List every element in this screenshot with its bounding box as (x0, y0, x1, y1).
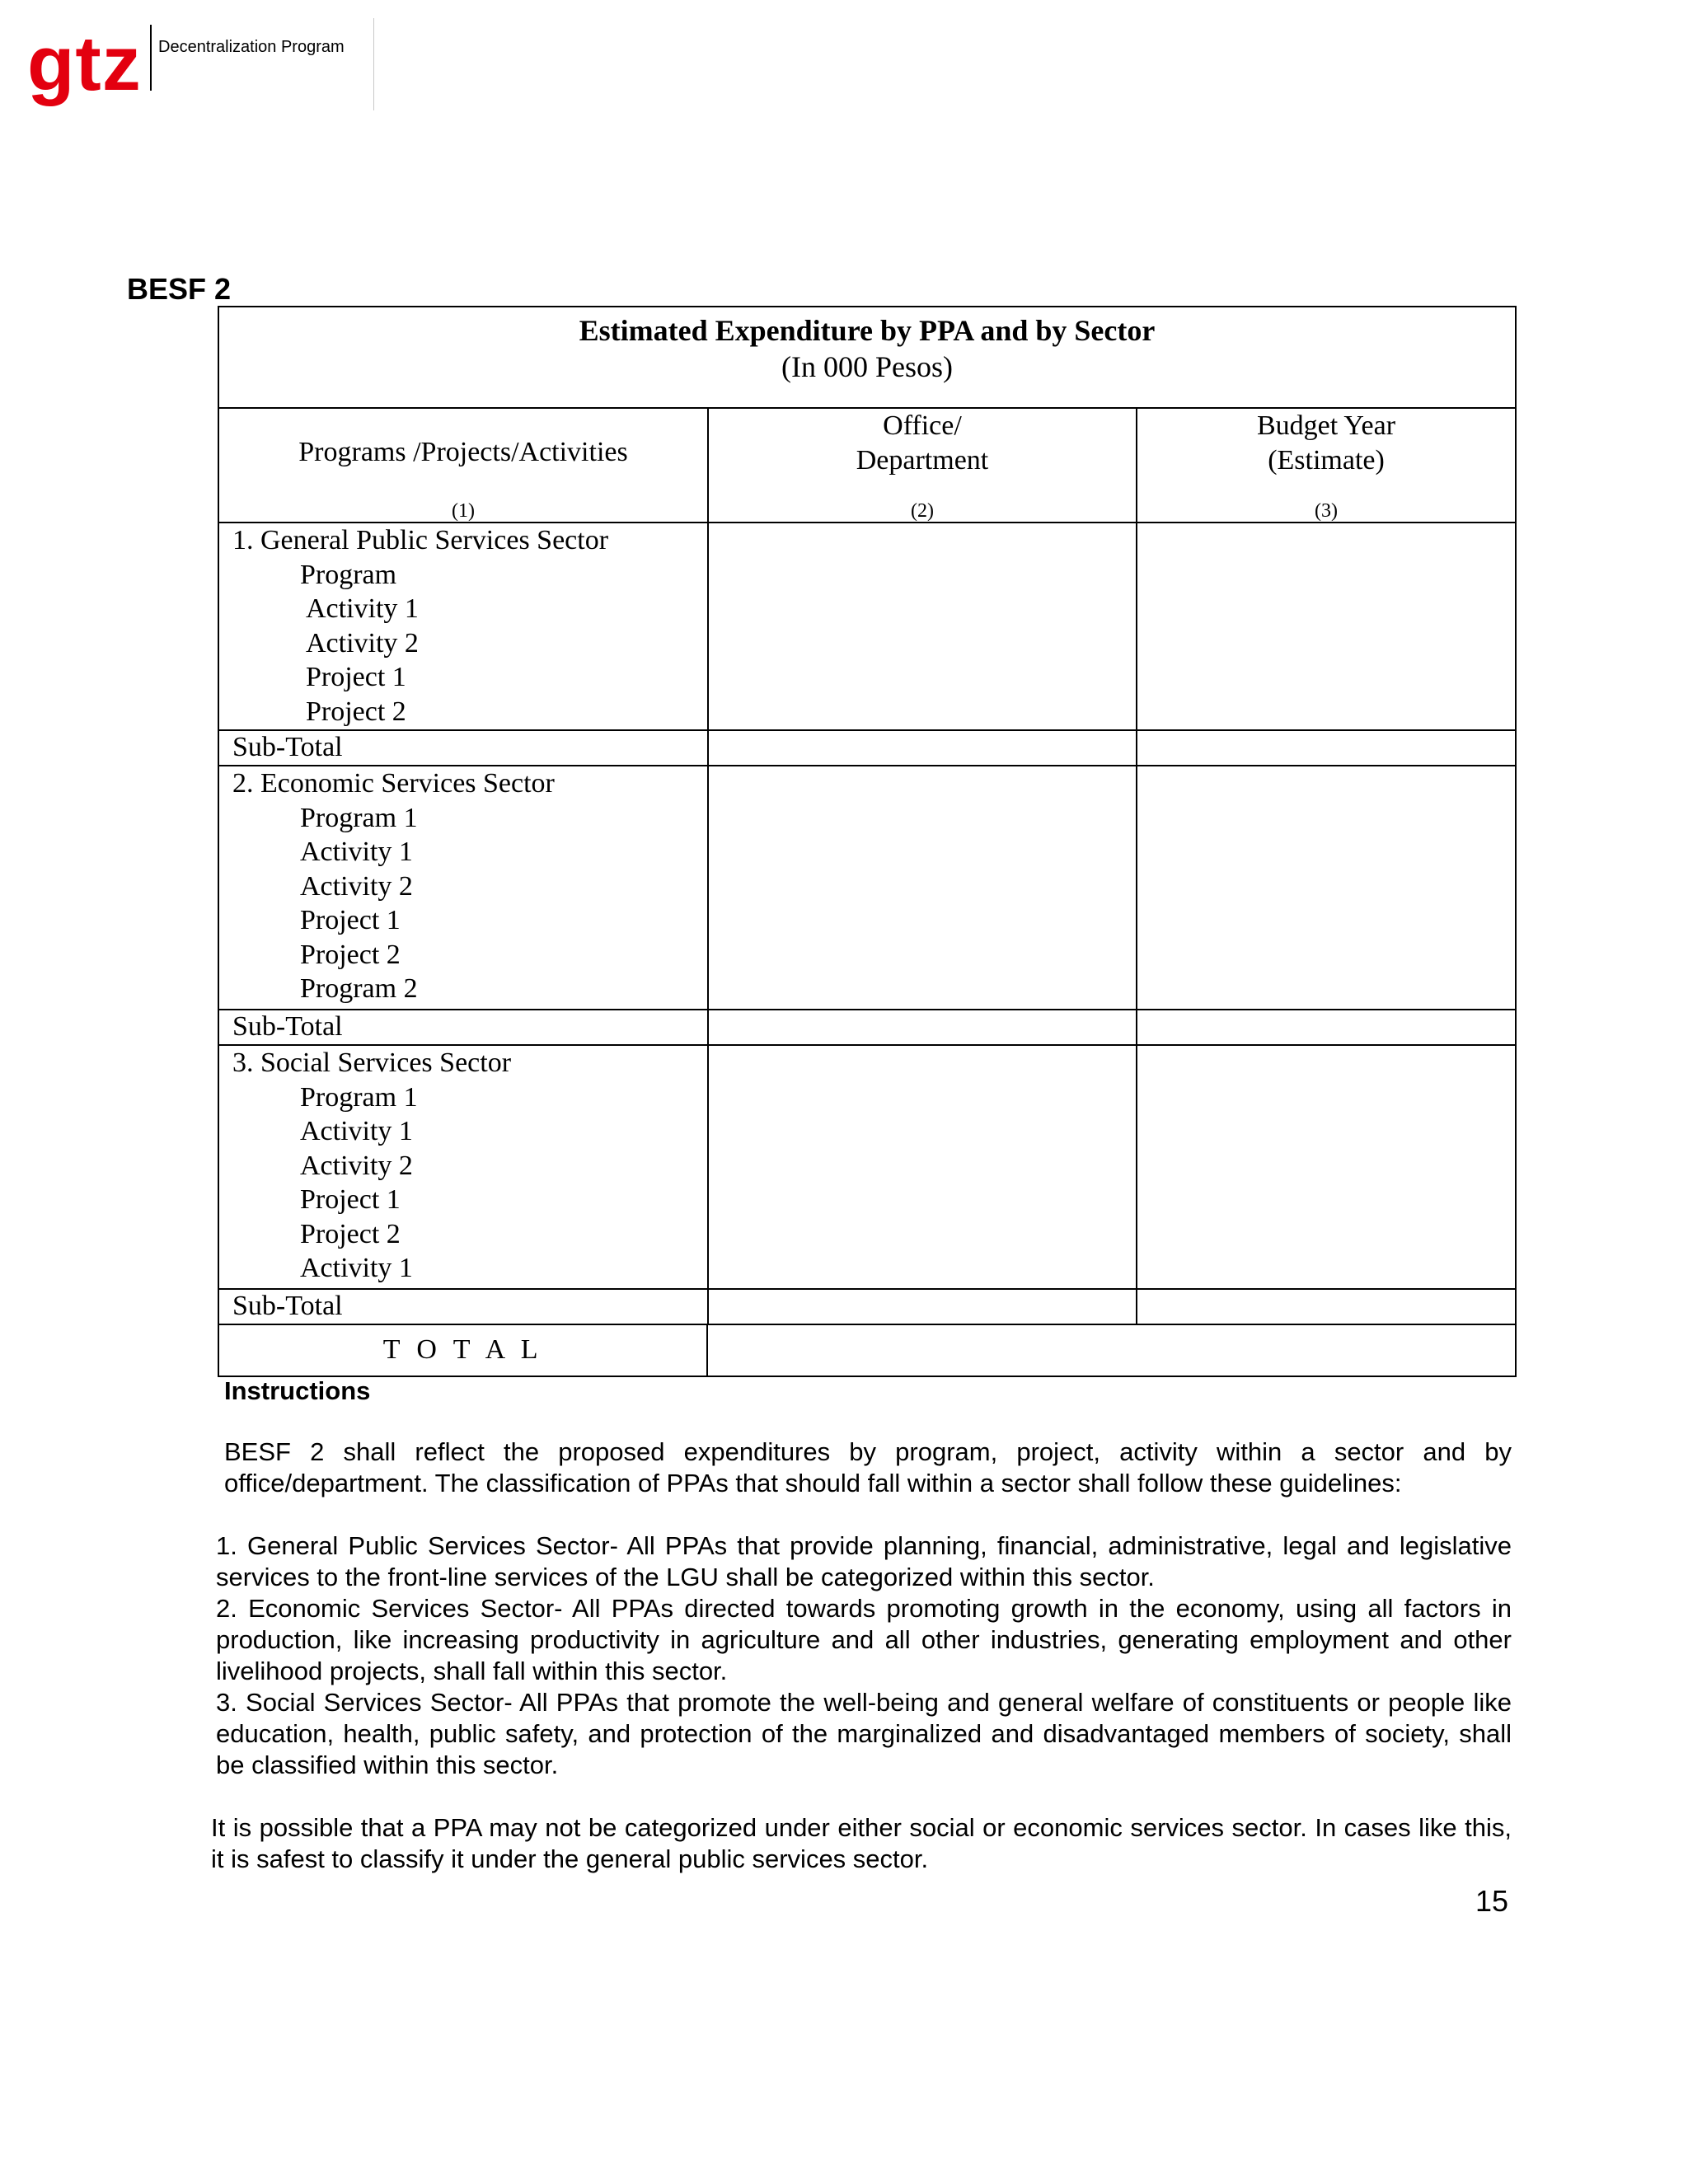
total-label: T O T A L (219, 1325, 708, 1376)
subtotal-label: Sub-Total (219, 1290, 709, 1324)
budget-cell (1137, 731, 1515, 765)
office-cell (709, 1046, 1137, 1288)
table-title: Estimated Expenditure by PPA and by Sector (579, 314, 1156, 347)
total-row (219, 1325, 1515, 1376)
column-number: (1) (452, 500, 475, 522)
ppa-item: Program 2 (300, 973, 418, 1004)
page-number: 15 (1475, 1884, 1509, 1918)
column-header-label: Budget Year (1256, 410, 1396, 441)
ppa-item: Activity 1 (300, 837, 413, 867)
ppa-item: Program 1 (300, 1081, 418, 1113)
column-header-office (709, 409, 1137, 522)
subtotal-row (219, 1010, 1515, 1046)
instructions-intro: BESF 2 shall reflect the proposed expenditures by program, project, activity within a sector and by office/department. The classification of PPAs that should fall within a sector shall follow these guidelines: (224, 1437, 1512, 1497)
sector-name: 3. Social Services Sector (232, 1047, 512, 1078)
office-cell (709, 523, 1137, 729)
ppa-item: Project 2 (300, 939, 401, 970)
guideline-item: 2. Economic Services Sector- All PPAs directed towards promoting growth in the economy, using all factors in production, like increasing productivity in agriculture and all other industries, generating employment and other livelihood projects, shall fall within this sector. (216, 1594, 1512, 1685)
ppa-item: Project 1 (300, 905, 401, 935)
total-value-cell (708, 1325, 1515, 1376)
sector-name: 2. Economic Services Sector (232, 768, 555, 799)
ppa-item: Project 2 (300, 1218, 401, 1249)
expenditure-table (218, 306, 1517, 1377)
ppa-item: Project 1 (300, 1184, 401, 1215)
budget-cell (1137, 523, 1515, 729)
ppa-item: Activity 1 (300, 1116, 413, 1146)
ppa-item: Program (300, 559, 397, 590)
subtotal-label: Sub-Total (219, 731, 709, 765)
guidelines-list (216, 1530, 1512, 1781)
guideline-item: 1. General Public Services Sector- All PPAs that provide planning, financial, administrative, legal and legislative services to the front-line services of the LGU shall be categorized within this sector. (216, 1531, 1512, 1591)
ppa-item: Activity 1 (306, 593, 419, 624)
ppa-item: Activity 1 (300, 1253, 413, 1283)
sector-name: 1. General Public Services Sector (232, 525, 609, 555)
subtotal-row (219, 731, 1515, 766)
subtotal-label: Sub-Total (219, 1010, 709, 1044)
ppa-item: Activity 2 (300, 870, 413, 902)
column-number: (3) (1315, 500, 1338, 522)
column-header-budget-year (1137, 409, 1515, 522)
sector-row-social (219, 1046, 1515, 1290)
column-header-label: Office/ (883, 410, 962, 441)
office-cell (709, 731, 1137, 765)
table-header-row (219, 409, 1515, 523)
table-subtitle: (In 000 Pesos) (781, 350, 953, 383)
column-header-ppa (219, 409, 709, 522)
ppa-item: Project 2 (306, 696, 406, 727)
office-cell (709, 1290, 1137, 1324)
budget-cell (1137, 1290, 1515, 1324)
sector-ppa-cell (219, 1046, 709, 1288)
form-code: BESF 2 (127, 272, 232, 306)
ppa-item: Project 1 (306, 662, 406, 692)
subtotal-row (219, 1290, 1515, 1325)
header-divider (373, 18, 374, 110)
sector-row-general-public (219, 523, 1515, 731)
ppa-item: Program 1 (300, 802, 418, 833)
column-header-label-line2: Department (856, 445, 989, 476)
ppa-item: Activity 2 (306, 627, 419, 658)
office-cell (709, 766, 1137, 1009)
column-header-label-line2: (Estimate) (1268, 445, 1385, 476)
table-title-block (219, 307, 1515, 409)
sector-ppa-cell (219, 523, 709, 729)
sector-ppa-cell (219, 766, 709, 1009)
logo-divider (150, 25, 152, 91)
sector-row-economic (219, 766, 1515, 1010)
column-header-label: Programs /Projects/Activities (298, 437, 628, 467)
instructions-heading: Instructions (224, 1376, 371, 1405)
gtz-logo: gtz (27, 20, 142, 106)
budget-cell (1137, 1010, 1515, 1044)
column-number: (2) (911, 500, 934, 522)
instructions-closing: It is possible that a PPA may not be categorized under either social or economic services sector. In cases like this, it is safest to classify it under the general public services sector. (211, 1813, 1512, 1873)
program-name: Decentralization Program (158, 38, 345, 56)
office-cell (709, 1010, 1137, 1044)
budget-cell (1137, 1046, 1515, 1288)
guideline-item: 3. Social Services Sector- All PPAs that promote the well-being and general welfare of constituents or people like education, health, public safety, and protection of the marginalized and disadvantaged members of society, shall be classified within this sector. (216, 1688, 1512, 1779)
ppa-item: Activity 2 (300, 1150, 413, 1181)
budget-cell (1137, 766, 1515, 1009)
